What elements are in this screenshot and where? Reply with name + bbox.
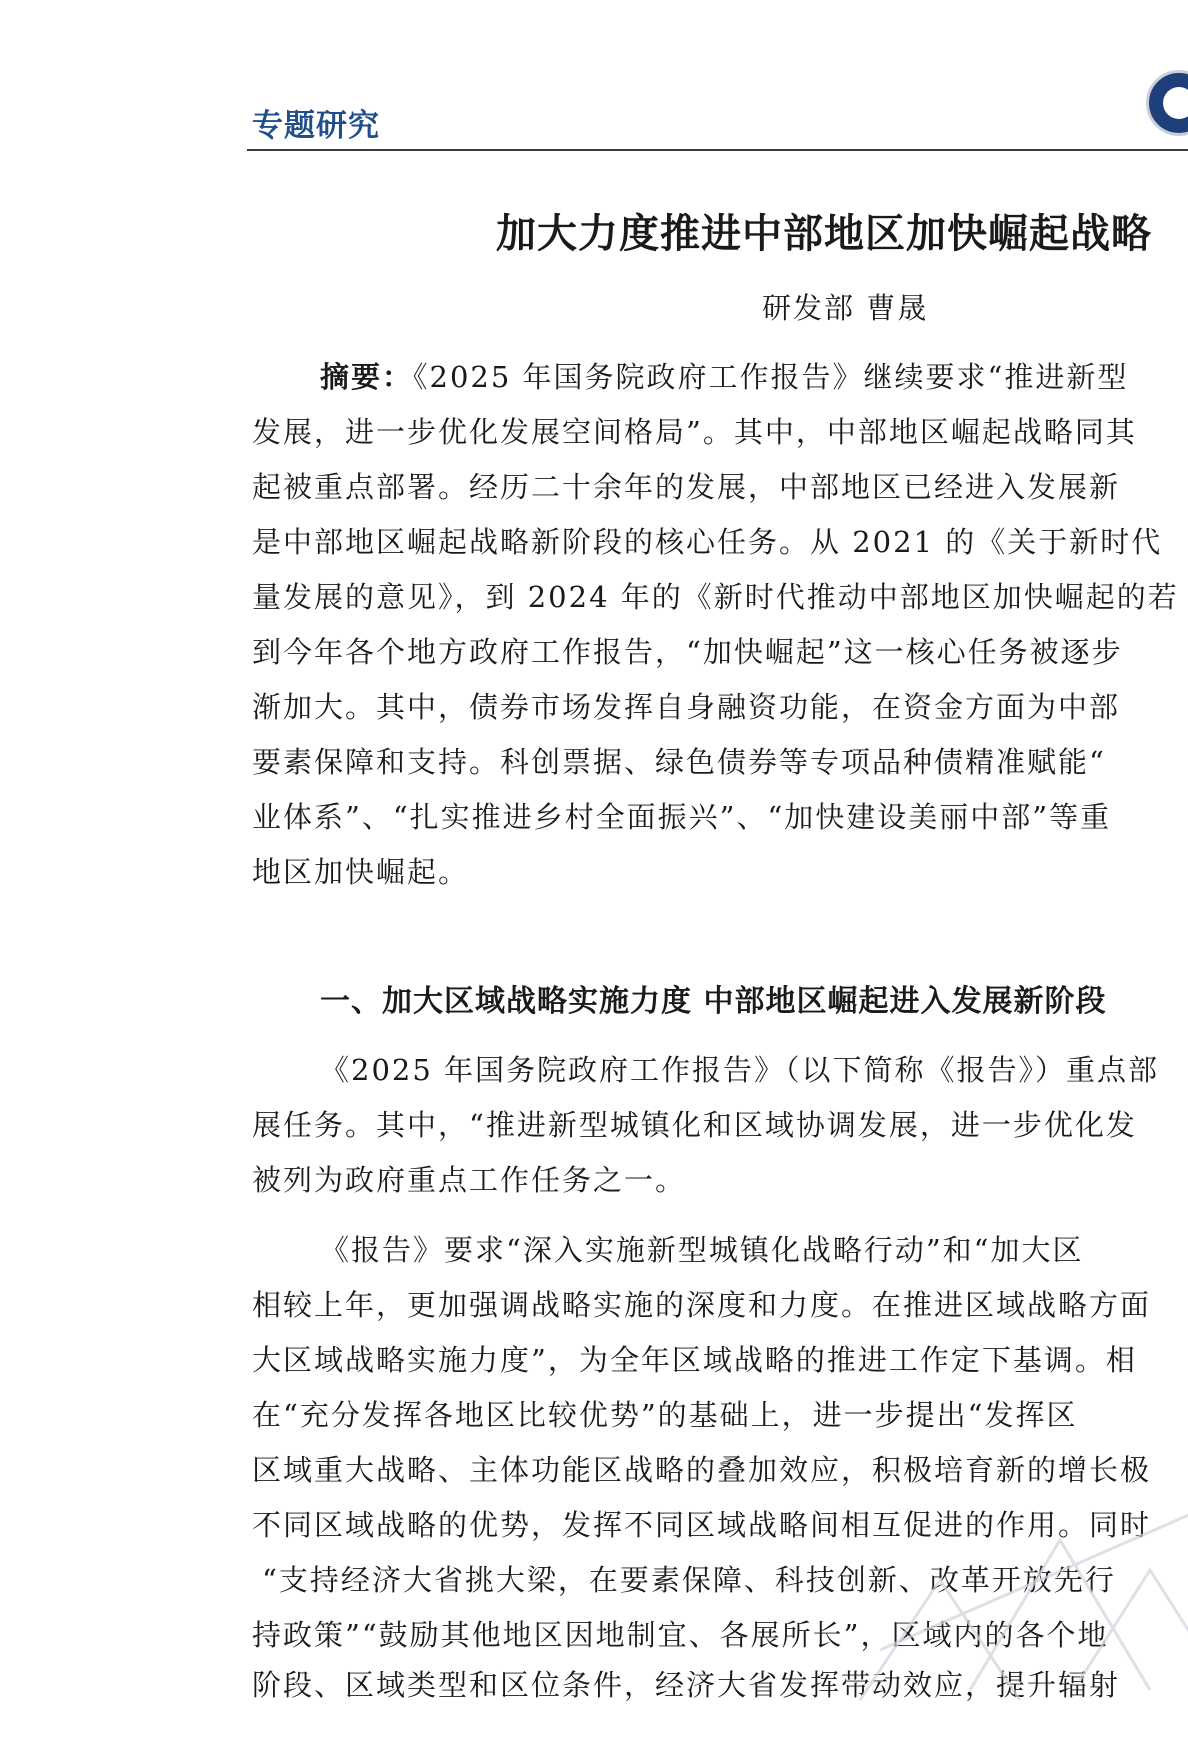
paragraph-line: 持政策”“鼓励其他地区因地制宜、各展所长”，区域内的各个地	[252, 1618, 1109, 1652]
abstract-line-10: 地区加快崛起。	[252, 855, 470, 889]
abstract-line-5: 量发展的意见》，到 2024 年的《新时代推动中部地区加快崛起的若	[252, 580, 1179, 614]
abstract-line-9: 业体系”、“扎实推进乡村全面振兴”、“加快建设美丽中部”等重	[252, 800, 1112, 834]
abstract-line-4: 是中部地区崛起战略新阶段的核心任务。从 2021 的《关于新时代	[252, 525, 1163, 559]
watermark-icon	[820, 1450, 1188, 1750]
abstract-line-1: 摘要：《2025 年国务院政府工作报告》继续要求“推进新型	[320, 360, 1129, 394]
paragraph-line: 阶段、区域类型和区位条件，经济大省发挥带动效应，提升辐射	[252, 1668, 1121, 1702]
paragraph-line: 在“充分发挥各地区比较优势”的基础上，进一步提出“发挥区	[252, 1398, 1078, 1432]
paragraph-line: 展任务。其中，“推进新型城镇化和区域协调发展，进一步优化发	[252, 1108, 1137, 1142]
header-divider	[247, 149, 1188, 151]
paragraph-line: 大区域战略实施力度”，为全年区域战略的推进工作定下基调。相	[252, 1343, 1137, 1377]
section-heading-1: 一、加大区域战略实施力度 中部地区崛起进入发展新阶段	[320, 984, 1107, 1019]
logo-center	[1163, 87, 1188, 119]
paragraph-line: “支持经济大省挑大梁，在要素保障、科技创新、改革开放先行	[262, 1563, 1116, 1597]
abstract-line-8: 要素保障和支持。科创票据、绿色债券等专项品种债精准赋能“	[252, 745, 1106, 779]
article-title: 加大力度推进中部地区加快崛起战略	[496, 211, 1152, 257]
article-author: 研发部 曹晟	[762, 291, 929, 325]
abstract-line-7: 渐加大。其中，债券市场发挥自身融资功能，在资金方面为中部	[252, 690, 1121, 724]
abstract-line-3: 起被重点部署。经历二十余年的发展，中部地区已经进入发展新	[252, 470, 1121, 504]
section-label: 专题研究	[252, 108, 380, 144]
paragraph-line: 被列为政府重点工作任务之一。	[252, 1163, 687, 1197]
abstract-line-6: 到今年各个地方政府工作报告，“加快崛起”这一核心任务被逐步	[252, 635, 1123, 669]
paragraph-line: 不同区域战略的优势，发挥不同区域战略间相互促进的作用。同时	[252, 1508, 1152, 1542]
abstract-line-2: 发展，进一步优化发展空间格局”。其中，中部地区崛起战略同其	[252, 415, 1137, 449]
paragraph-line: 《报告》要求“深入实施新型城镇化战略行动”和“加大区	[320, 1233, 1084, 1267]
abstract-label: 摘要：	[320, 360, 414, 394]
paragraph-line: 《2025 年国务院政府工作报告》（以下简称《报告》）重点部	[320, 1053, 1160, 1087]
paragraph-line: 区域重大战略、主体功能区战略的叠加效应，积极培育新的增长极	[252, 1453, 1152, 1487]
paragraph-line: 相较上年，更加强调战略实施的深度和力度。在推进区域战略方面	[252, 1288, 1152, 1322]
institution-logo-icon	[1146, 70, 1188, 136]
